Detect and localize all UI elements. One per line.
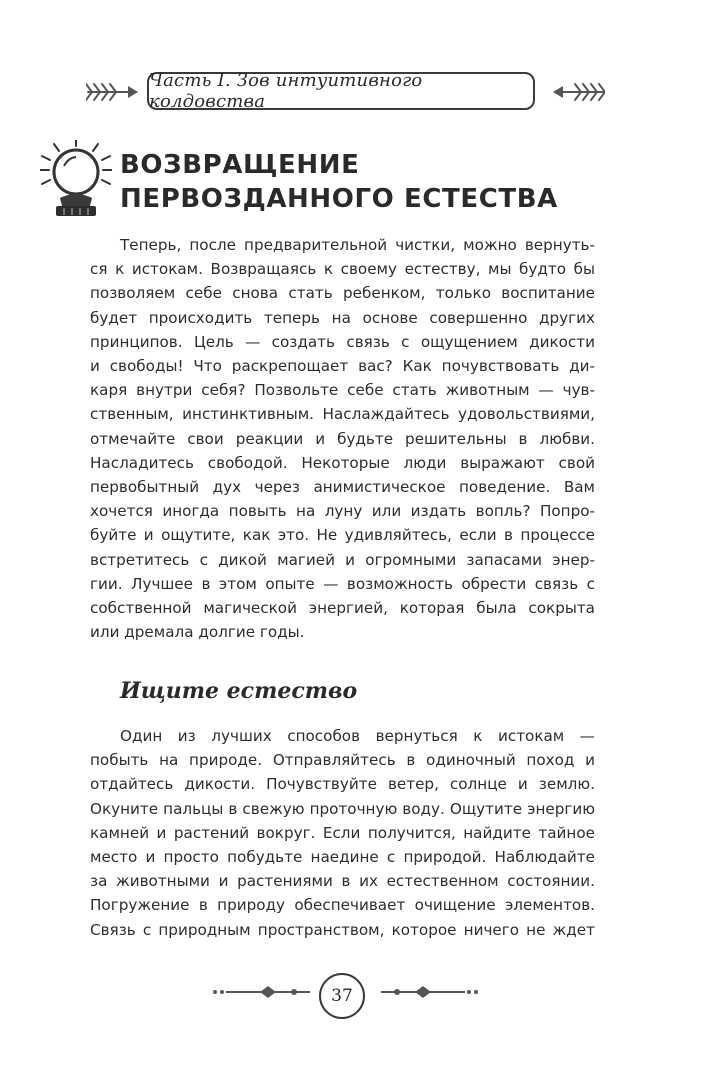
text-line: камней и растений вокруг. Если получится, найдите тайное (90, 823, 595, 842)
text-line: ся к истокам. Возвращаясь к своему естеству, мы будто бы (90, 260, 595, 279)
text-line: собственной магической энергией, которая была сокрыта (90, 599, 595, 618)
text-line: хочется иногда повыть на луну или издать вопль? Попро- (90, 502, 595, 521)
text-line: гии. Лучшее в этом опыте — возможность обрести связь с (90, 574, 595, 593)
text-line: позволяем себе снова стать ребенком, только воспитание (90, 284, 595, 303)
text-line: встретитесь с дикой магией и огромными запасами энер- (90, 550, 595, 569)
text-line: отмечайте свои реакции и будьте решительны в любви. (90, 429, 595, 448)
text-line: будет происходить теперь на основе совершенно других (90, 308, 595, 327)
section-title (120, 148, 558, 216)
crystal-ball-icon (40, 140, 112, 218)
arrow-tail-icon (86, 78, 138, 106)
text-line: каря внутри себя? Позвольте себе стать животным — чув- (90, 381, 595, 400)
text-line: за животными и растениями в их естественном состоянии. (90, 872, 595, 891)
body-paragraph-2 (90, 724, 595, 942)
page-number (319, 973, 365, 1019)
text-line: Теперь, после предварительной чистки, можно вернуть- (120, 236, 595, 254)
running-title: Часть I. Зов интуитивного колдовства (149, 70, 423, 112)
subheading: Ищите естество (120, 678, 358, 704)
text-line: побыть на природе. Отправляйтесь в одиночный поход и (90, 751, 595, 770)
ornament-icon (379, 984, 479, 1000)
text-line: и свободы! Что раскрепощает вас? Как почувствовать ди- (90, 357, 595, 376)
running-header (147, 72, 535, 110)
arrow-head-icon (553, 78, 605, 106)
text-line: первобытный дух через анимистическое поведение. Вам (90, 478, 595, 497)
text-line: Насладитесь свободой. Некоторые люди выражают свой (90, 453, 595, 472)
text-line: место и просто побудьте наедине с природой. Наблюдайте (90, 848, 595, 867)
ornament-icon (212, 984, 312, 1000)
text-line: буйте и ощутите, как это. Не удивляйтесь, если в процессе (90, 526, 595, 545)
body-paragraph-1 (90, 233, 595, 644)
text-line: Один из лучших способов вернуться к истокам — (120, 727, 595, 745)
section-title-line: ВОЗВРАЩЕНИЕ (120, 150, 360, 180)
text-line: принципов. Цель — создать связь с ощущением дикости (90, 332, 595, 351)
text-line: отдайтесь дикости. Почувствуйте ветер, солнце и землю. (90, 775, 595, 794)
text-line: или дремала долгие годы. (90, 623, 305, 642)
page-number-text: 37 (331, 986, 353, 1006)
text-line: Погружение в природу обеспечивает очищение элементов. (90, 896, 595, 915)
text-line: ственным, инстинктивным. Наслаждайтесь удовольствиями, (90, 405, 595, 424)
section-title-line: ПЕРВОЗДАННОГО ЕСТЕСТВА (120, 184, 558, 214)
text-line: Окуните пальцы в свежую проточную воду. Ощутите энергию (90, 799, 595, 818)
text-line: Связь с природным пространством, которое ничего не ждет (90, 920, 595, 939)
